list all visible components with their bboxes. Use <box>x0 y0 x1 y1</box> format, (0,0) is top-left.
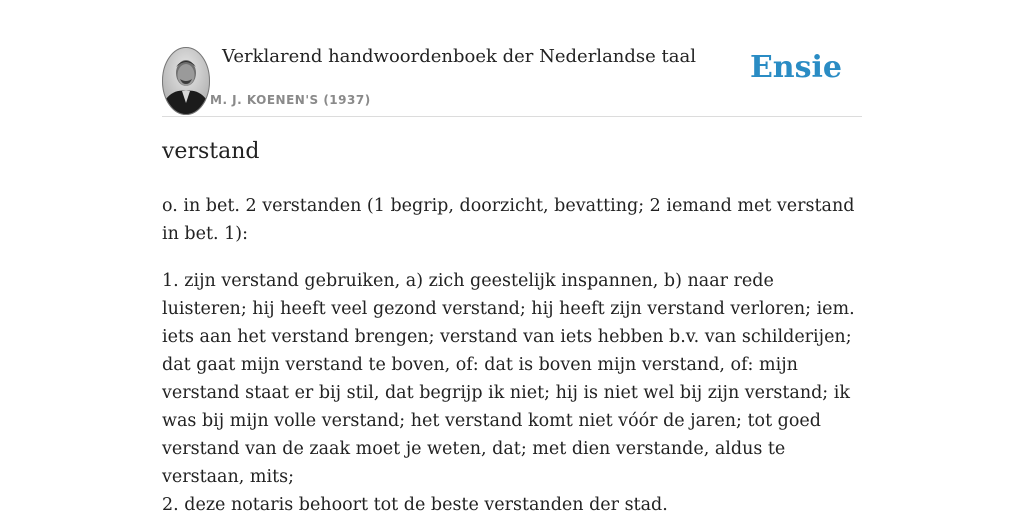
ensie-logo-link[interactable]: Ensie <box>749 50 842 85</box>
page-header <box>162 40 862 117</box>
dictionary-page <box>162 0 862 515</box>
definition-body <box>162 267 862 519</box>
sense-1: 1. zijn verstand gebruiken, a) zich geestelijk inspannen, b) naar rede luisteren; hij heeft veel gezond verstand; hij heeft zijn verstand verloren; iem. iets aan het verstand brengen; verstand van iets hebben b.v. van schilderijen; dat gaat mijn verstand te boven, of: dat is boven mijn verstand, of: mijn verstand staat er bij stil, dat begrijp ik niet; hij is niet wel bij zijn verstand; ik was bij mijn volle verstand; het verstand komt niet vóór de jaren; tot goed verstand van de zaak moet je weten, dat; met dien verstande, aldus te verstaan, mits; <box>162 271 855 487</box>
author-portrait <box>162 47 210 115</box>
headword: verstand <box>162 139 260 164</box>
sense-2: 2. deze notaris behoort tot de beste verstanden der stad. <box>162 495 668 515</box>
author-label: M. J. KOENEN'S (1937) <box>210 93 371 107</box>
book-title: Verklarend handwoordenboek der Nederlandse taal <box>222 46 696 67</box>
grammar-note: o. in bet. 2 verstanden (1 begrip, doorzicht, bevatting; 2 iemand met verstand in bet. 1): <box>162 196 855 244</box>
